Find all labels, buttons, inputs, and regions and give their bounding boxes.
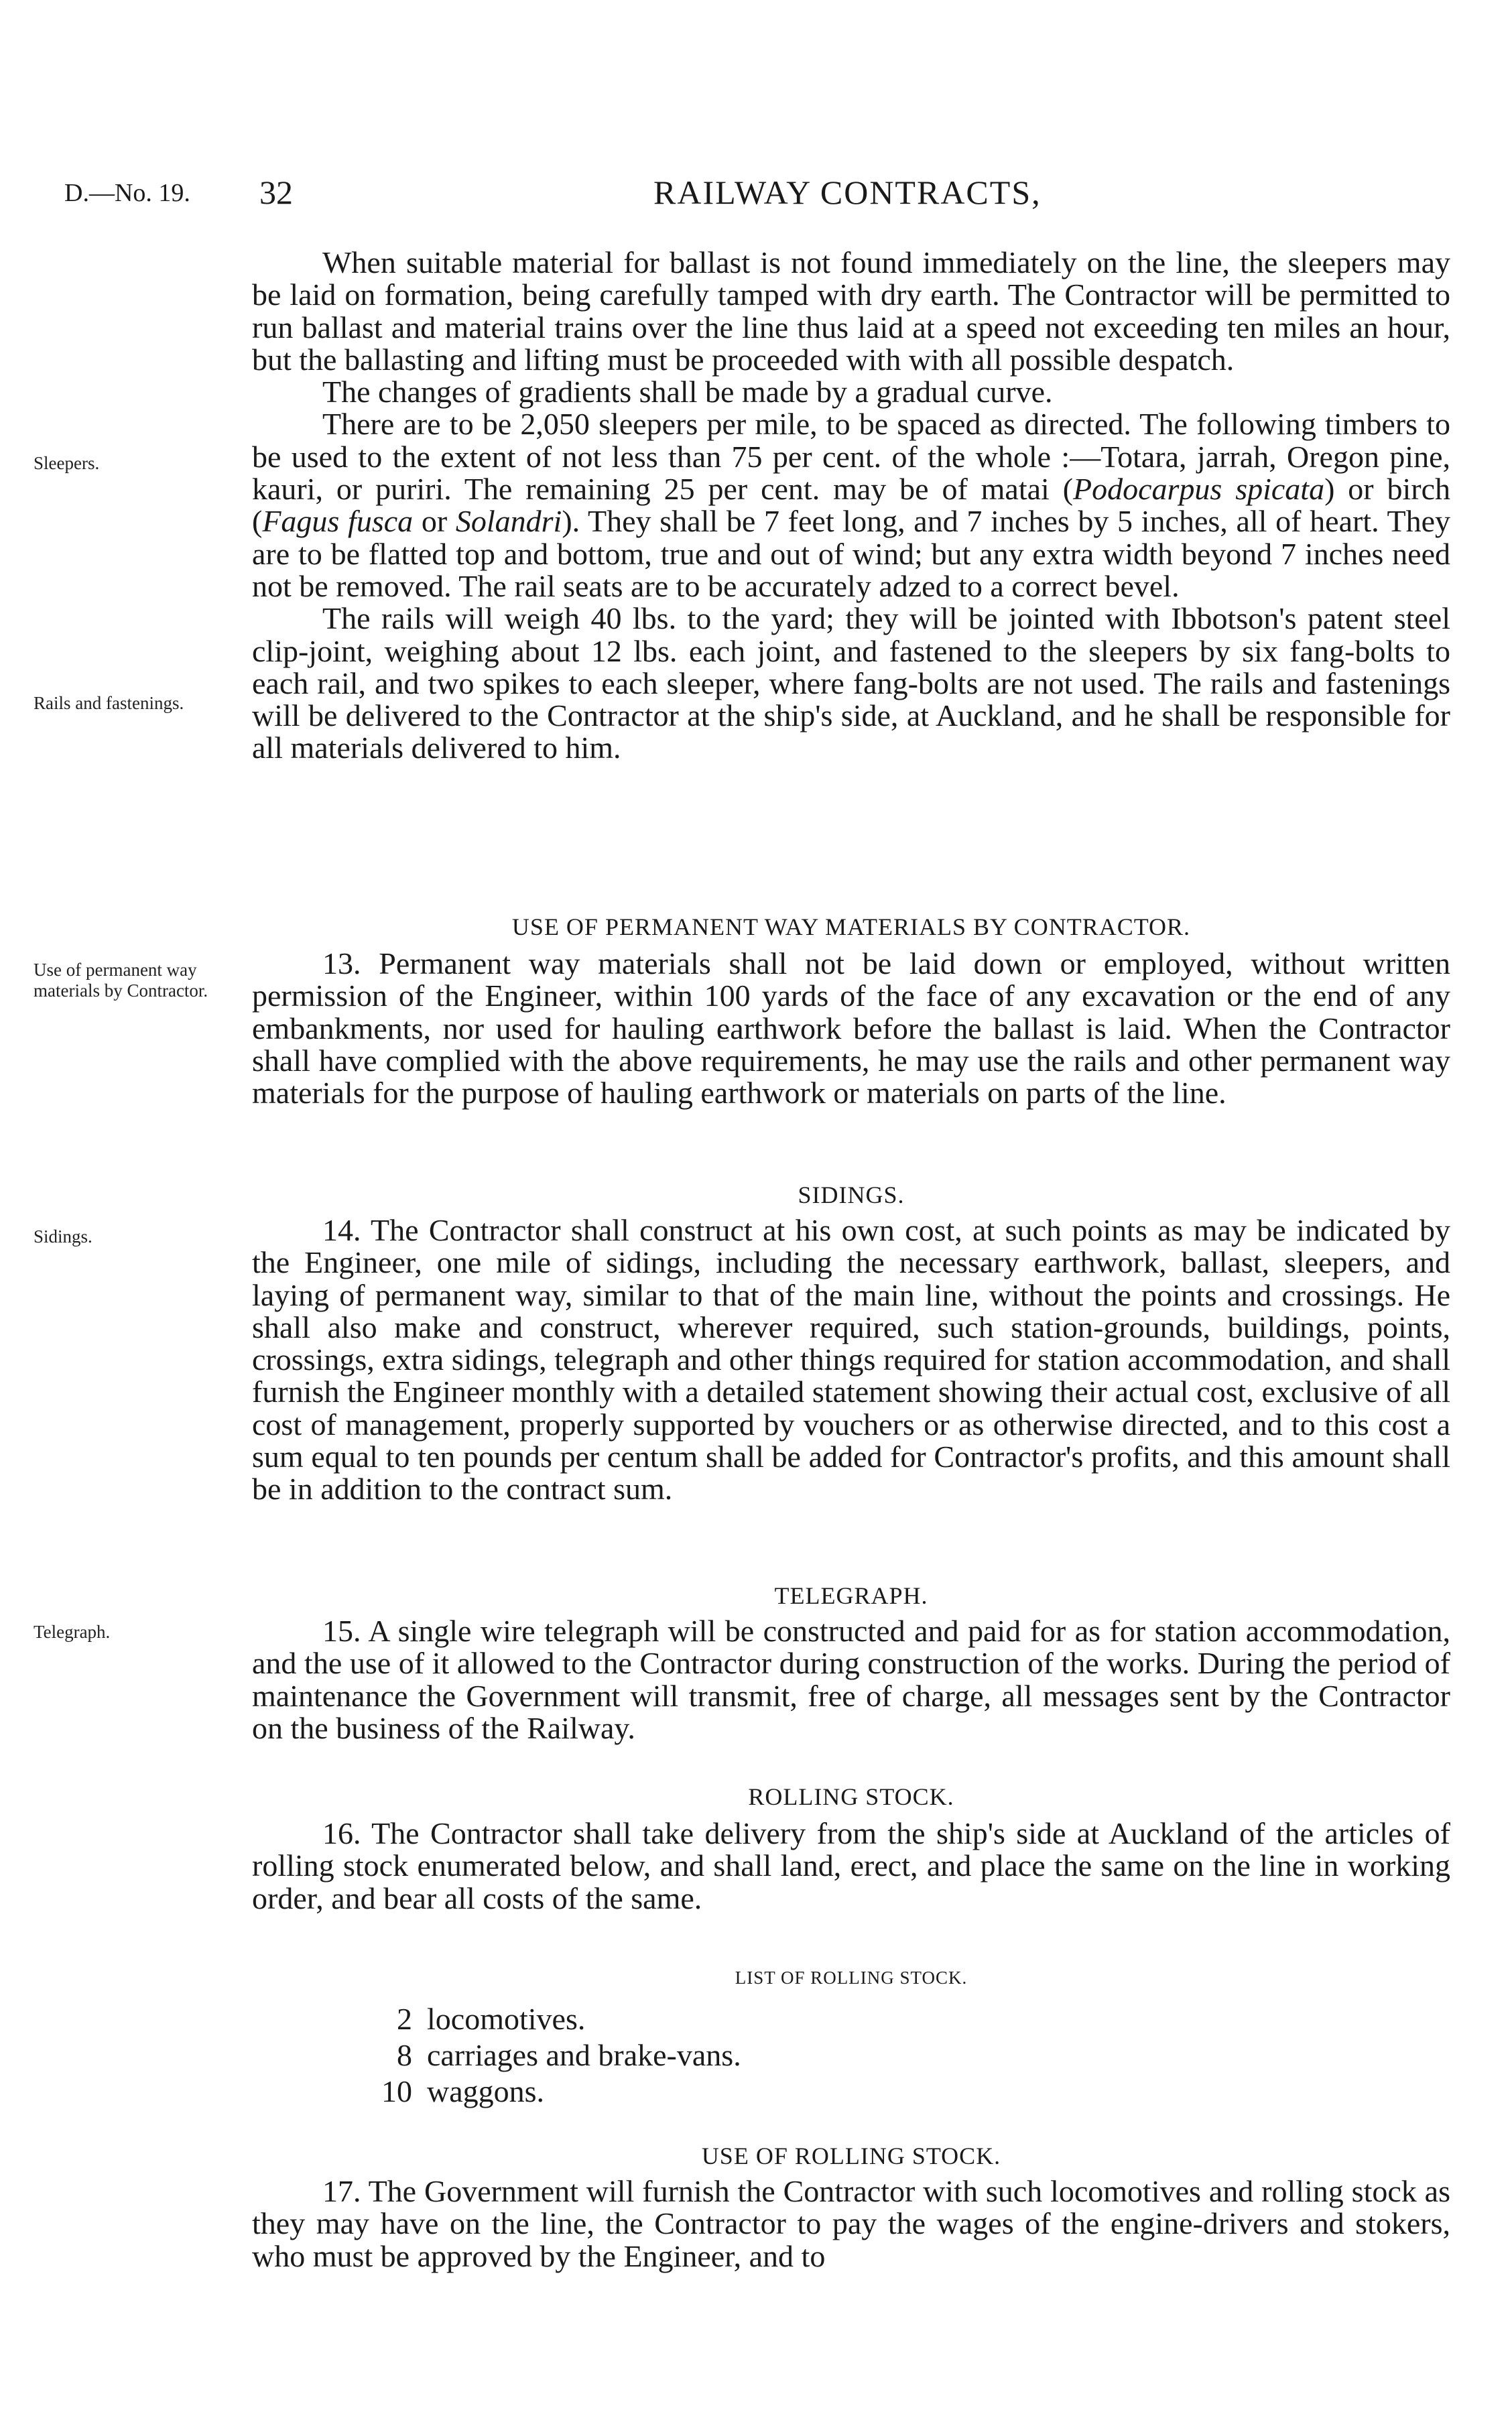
margin-note-rails: Rails and fastenings. xyxy=(34,693,184,713)
section-sleepers-rails xyxy=(252,247,1450,765)
list-item xyxy=(372,2001,741,2037)
species-solandri: Solandri xyxy=(455,504,562,539)
list-item xyxy=(372,2074,741,2110)
paragraph-clause-14: 14. The Contractor shall construct at his own cost, at such points as may be indicated by the Engineer, one mile of sidings, including the necessary earthwork, ballast, sleepers, and laying of permanent way, similar to that of the main line, without the points and crossings. He shall also make and construct, wherever required, such station-grounds, buildings, points, crossings, extra sidings, telegraph and other things required for station accommodation, and shall furnish the Engineer monthly with a detailed statement showing their actual cost, exclusive of all cost of management, properly supported by vouchers or as otherwise directed, and to this cost a sum equal to ten pounds per centum shall be added for Contractor's profits, and this amount shall be in addition to the contract sum. xyxy=(252,1213,1450,1507)
list-item-qty: 10 xyxy=(381,2074,412,2108)
margin-note-permanent-way: Use of permanent way materials by Contractor. xyxy=(34,960,208,1001)
margin-note-telegraph: Telegraph. xyxy=(34,1622,111,1642)
species-podocarpus: Podocarpus spicata xyxy=(1073,472,1325,507)
margin-note-sleepers: Sleepers. xyxy=(34,453,100,473)
paragraph-ballast: When suitable material for ballast is not found immediately on the line, the sleepers may be laid on formation, being carefully tamped with dry earth. The Contractor will be permitted to run ballast and material trains over the line thus laid at a speed not exceeding ten miles an hour, but the ballasting and lifting must be proceeded with with all possible despatch. xyxy=(252,245,1450,377)
document-reference: D.—No. 19. xyxy=(64,179,190,207)
species-fagus: Fagus fusca xyxy=(262,504,414,539)
paragraph-sleepers: There are to be 2,050 sleepers per mile, to be spaced as directed. The following timbers to be used to the extent of not less than 75 per cent. of the whole :—Totara, jarrah, Oregon pine, kauri, or puriri. The remaining 25 per cent. may be of matai (Podocarpus spicata) or birch (Fagus fusca or Solandri). They shall be 7 feet long, and 7 inches by 5 inches, all of heart. They are to be flatted top and bottom, true and out of wind; but any extra width beyond 7 inches need not be removed. The rail seats are to be accurately adzed to a correct bevel. xyxy=(252,407,1451,603)
section-clause-17 xyxy=(252,2175,1450,2273)
paragraph-clause-16: 16. The Contractor shall take delivery from the ship's side at Auckland of the articles of rolling stock enumerated below, and shall land, erect, and place the same on the line in working order, and bear all costs of the same. xyxy=(252,1816,1450,1915)
list-item-qty: 8 xyxy=(397,2038,412,2072)
running-title: RAILWAY CONTRACTS, xyxy=(653,174,1042,211)
paragraph-clause-15: 15. A single wire telegraph will be constructed and paid for as for station accommodation, and the use of it allowed to the Contractor during construction of the works. During the period of maintenance the Government will transmit, free of charge, all messages sent by the Contractor on the business of the Railway. xyxy=(252,1614,1450,1745)
section-clause-15 xyxy=(252,1615,1450,1744)
page-number: 32 xyxy=(259,174,293,211)
list-item-label: locomotives. xyxy=(427,2002,586,2036)
section-clause-14 xyxy=(252,1214,1450,1506)
list-item-qty: 2 xyxy=(397,2002,412,2036)
rolling-stock-list xyxy=(372,2001,741,2110)
paragraph-clause-17: 17. The Government will furnish the Contractor with such locomotives and rolling stock as they may have on the line, the Contractor to pay the wages of the engine-drivers and stokers, who must be approved by the Engineer, and to xyxy=(252,2174,1450,2273)
heading-use-rolling-stock: USE OF ROLLING STOCK. xyxy=(701,2143,1001,2169)
margin-note-sidings: Sidings. xyxy=(34,1226,92,1247)
paragraph-gradients: The changes of gradients shall be made by a gradual curve. xyxy=(322,375,1053,409)
heading-permanent-way: USE OF PERMANENT WAY MATERIALS BY CONTRACTOR. xyxy=(511,913,1191,940)
heading-sidings: SIDINGS. xyxy=(798,1182,905,1208)
list-item xyxy=(372,2037,741,2074)
page-header xyxy=(0,173,1512,216)
section-clause-13 xyxy=(252,948,1450,1109)
heading-list-rolling-stock: LIST OF ROLLING STOCK. xyxy=(735,1968,968,1988)
list-item-label: waggons. xyxy=(427,2074,545,2108)
paragraph-clause-13: 13. Permanent way materials shall not be laid down or employed, without written permission of the Engineer, within 100 yards of the face of any excavation or the end of any embankments, nor used for hauling earthwork before the ballast is laid. When the Contractor shall have complied with the above requirements, he may use the rails and other permanent way materials for the purpose of hauling earthwork or materials on parts of the line. xyxy=(252,946,1450,1110)
list-item-label: carriages and brake-vans. xyxy=(427,2038,741,2072)
paragraph-rails: The rails will weigh 40 lbs. to the yard; they will be jointed with Ibbotson's patent steel clip-joint, weighing about 12 lbs. each joint, and fastened to the sleepers by six fang-bolts to each rail, and two spikes to each sleeper, where fang-bolts are not used. The rails and fastenings will be delivered to the Contractor at the ship's side, at Auckland, and he shall be responsible for all materials delivered to him. xyxy=(252,601,1450,765)
section-clause-16 xyxy=(252,1818,1450,1915)
heading-telegraph: TELEGRAPH. xyxy=(774,1582,928,1609)
heading-rolling-stock: ROLLING STOCK. xyxy=(748,1783,954,1810)
